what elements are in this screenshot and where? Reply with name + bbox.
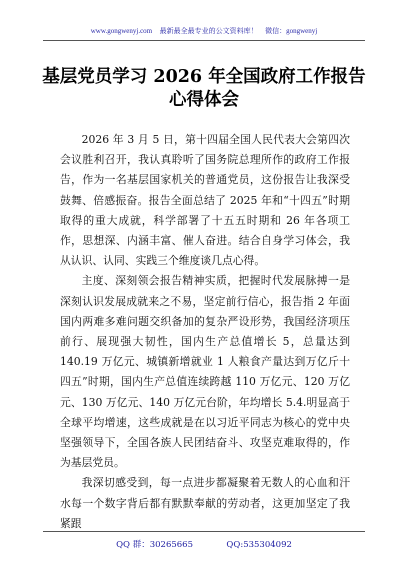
title-line-1: 基层党员学习 2026 年全国政府工作报告 bbox=[42, 67, 366, 87]
paragraph-3: 我深切感受到，每一点进步都凝聚着无数人的心血和汗水每一个数字背后都有默默奉献的劳动者，这更加坚定了我紧跟 bbox=[60, 476, 350, 530]
document-body bbox=[60, 130, 350, 534]
header-wechat: 微信：gongwenyj bbox=[265, 27, 318, 35]
header-divider bbox=[43, 40, 365, 41]
paragraph-1: 2026 年 3 月 5 日，第十四届全国人民代表大会第四次会议胜利召开，我认真聆听了国务院总理所作的政府工作报告，作为一名基层国家机关的普通党员，这份报告让我深受鼓舞、倍感振奋。报告全面总结了 2025 年和“十四五”时期取得的重大成就，科学部署了十五五时期和 26 年各项工作，思想深、内涵丰富、催人奋进。结合自身学习体会，我从认识、认同、实践三个维度谈几点心得。 bbox=[60, 133, 350, 268]
footer-qq-group: QQ 群：30265665 bbox=[116, 540, 193, 550]
paragraph-2: 主度、深刻领会报告精神实质，把握时代发展脉搏一是深刻认识发展成就来之不易，坚定前行信心，报告指 2 年面国内两难多难问题交织备加的复杂严设形势，我国经济项压前行、展现强大韧性，国内生产总值增长 5，总量达到 140.19 万亿元、城镇新增就业 1 人粮食产量达到万亿斤十四五”时期，国内生产总值连续跨越 110 万亿元、120 万亿元、130 万亿元、140 万亿元台阶，年均增长 5.4.明显高于全球平均增速，这些成就是在以习近平同志为核心的党中央坚强领导下，全国各族人民团结奋斗、攻坚克难取得的，作为基层党员。 bbox=[60, 274, 350, 470]
footer-divider bbox=[43, 531, 365, 532]
page-footer bbox=[0, 538, 408, 550]
footer-qq-contact: QQ:535304092 bbox=[226, 540, 292, 550]
page-header bbox=[0, 26, 408, 36]
document-title bbox=[0, 66, 408, 112]
header-slogan: 最新最全最专业的公文资料库！ bbox=[159, 27, 258, 35]
website-link[interactable]: www.gongwenyj.com bbox=[90, 27, 153, 35]
title-line-2: 心得体会 bbox=[169, 90, 239, 110]
